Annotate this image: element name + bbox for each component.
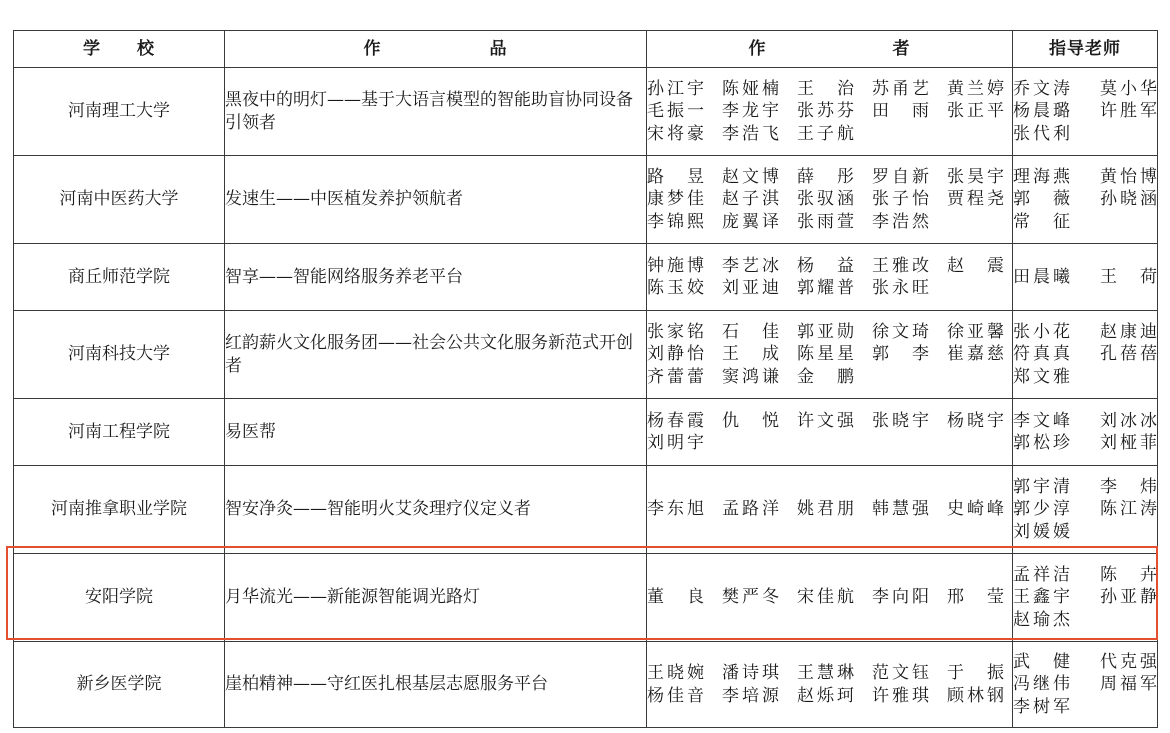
author-name: 王 治 bbox=[797, 78, 854, 99]
teachers-cell bbox=[1013, 156, 1158, 244]
author-name: 陈娅楠 bbox=[722, 78, 779, 99]
author-name: 窦鸿谦 bbox=[722, 366, 779, 387]
teacher-name: 杨晨璐 bbox=[1013, 101, 1070, 122]
school-cell: 商丘师范学院 bbox=[14, 244, 225, 311]
teacher-name: 刘冰冰 bbox=[1100, 410, 1157, 431]
author-name: 仇 悦 bbox=[722, 410, 779, 431]
author-name: 石 佳 bbox=[722, 321, 779, 342]
school-cell: 河南中医药大学 bbox=[14, 156, 225, 244]
teacher-name: 王鑫宇 bbox=[1013, 587, 1070, 608]
author-name: 潘诗琪 bbox=[722, 663, 779, 683]
author-name: 李浩飞 bbox=[722, 123, 779, 144]
work-cell: 红韵薪火文化服务团——社会公共文化服务新范式开创者 bbox=[225, 311, 647, 399]
author-name: 陈星星 bbox=[797, 344, 854, 365]
teacher-name: 李文峰 bbox=[1013, 410, 1070, 431]
author-name: 顾林钢 bbox=[947, 685, 1004, 706]
author-name: 薛 彤 bbox=[797, 166, 854, 187]
teacher-name: 符真真 bbox=[1013, 344, 1070, 365]
author-name: 齐蕾蕾 bbox=[647, 366, 704, 387]
author-name: 庞翼译 bbox=[722, 211, 779, 232]
teachers-list bbox=[1013, 410, 1157, 455]
table-row bbox=[14, 554, 1158, 642]
header-authors: 作 者 bbox=[647, 31, 1013, 68]
teachers-list bbox=[1013, 78, 1157, 146]
authors-cell bbox=[647, 642, 1013, 728]
author-name: 许文强 bbox=[797, 410, 854, 431]
teacher-name: 孔蓓蓓 bbox=[1100, 344, 1157, 365]
teacher-name: 孟祥洁 bbox=[1013, 564, 1070, 585]
teacher-name: 刘媛媛 bbox=[1013, 521, 1070, 542]
author-name: 姚君朋 bbox=[797, 499, 854, 520]
teacher-name: 常 征 bbox=[1013, 211, 1070, 232]
teachers-cell bbox=[1013, 68, 1158, 156]
authors-cell bbox=[647, 399, 1013, 466]
author-name: 张正平 bbox=[947, 101, 1004, 122]
teacher-name: 赵康迪 bbox=[1100, 321, 1157, 342]
teacher-name: 冯继伟 bbox=[1013, 674, 1070, 695]
school-cell: 河南工程学院 bbox=[14, 399, 225, 466]
author-name: 杨春霞 bbox=[647, 410, 704, 431]
author-name: 崔嘉慈 bbox=[947, 344, 1004, 365]
work-cell: 崖柏精神——守红医扎根基层志愿服务平台 bbox=[225, 642, 647, 728]
teachers-cell bbox=[1013, 642, 1158, 728]
teachers-list bbox=[1013, 476, 1157, 544]
teacher-name: 王 荷 bbox=[1100, 266, 1157, 287]
author-name: 刘明宇 bbox=[647, 433, 704, 453]
authors-list bbox=[647, 410, 1012, 455]
author-name: 张家铭 bbox=[647, 321, 704, 342]
teacher-name: 周福军 bbox=[1100, 674, 1157, 695]
work-cell: 智安净灸——智能明火艾灸理疗仪定义者 bbox=[225, 466, 647, 554]
teachers-cell bbox=[1013, 399, 1158, 466]
author-name: 杨晓宇 bbox=[947, 410, 1004, 431]
teacher-name: 理海燕 bbox=[1013, 166, 1070, 187]
work-cell: 黑夜中的明灯——基于大语言模型的智能助盲协同设备引领者 bbox=[225, 68, 647, 156]
author-name: 史崎峰 bbox=[947, 499, 1004, 520]
author-name: 罗自新 bbox=[872, 166, 929, 187]
school-cell: 新乡医学院 bbox=[14, 642, 225, 728]
teacher-name: 乔文涛 bbox=[1013, 78, 1070, 99]
school-cell: 安阳学院 bbox=[14, 554, 225, 642]
authors-list bbox=[647, 166, 1012, 234]
author-name: 李东旭 bbox=[647, 499, 704, 520]
header-work: 作 品 bbox=[225, 31, 647, 68]
author-name: 杨佳音 bbox=[647, 685, 704, 706]
table-row bbox=[14, 642, 1158, 728]
teachers-cell bbox=[1013, 244, 1158, 311]
author-name: 李艺冰 bbox=[722, 255, 779, 276]
author-name: 张子怡 bbox=[872, 189, 929, 210]
authors-list bbox=[647, 662, 1012, 707]
teachers-list bbox=[1013, 266, 1157, 289]
author-name: 张驭涵 bbox=[797, 189, 854, 210]
author-name: 徐亚馨 bbox=[947, 321, 1004, 342]
author-name: 黄兰婷 bbox=[947, 78, 1004, 99]
author-name: 李锦熙 bbox=[647, 211, 704, 232]
teacher-name: 李树军 bbox=[1013, 696, 1070, 717]
table-row bbox=[14, 311, 1158, 399]
authors-list bbox=[647, 78, 1012, 146]
work-cell: 月华流光——新能源智能调光路灯 bbox=[225, 554, 647, 642]
author-name: 康梦佳 bbox=[647, 189, 704, 210]
table-row bbox=[14, 156, 1158, 244]
table-row bbox=[14, 399, 1158, 466]
teacher-name: 刘桠菲 bbox=[1100, 433, 1157, 453]
author-name: 张晓宇 bbox=[872, 410, 929, 431]
teachers-list bbox=[1013, 651, 1157, 719]
author-name: 徐文琦 bbox=[872, 321, 929, 342]
author-name: 宋将豪 bbox=[647, 123, 704, 144]
teachers-cell bbox=[1013, 311, 1158, 399]
header-teachers: 指导老师 bbox=[1013, 31, 1158, 68]
author-name: 邢 莹 bbox=[947, 587, 1004, 608]
teacher-name: 代克强 bbox=[1100, 651, 1157, 672]
work-cell: 易医帮 bbox=[225, 399, 647, 466]
author-name: 赵烁珂 bbox=[797, 685, 854, 706]
teacher-name: 田晨曦 bbox=[1013, 266, 1070, 287]
author-name: 张苏芬 bbox=[797, 101, 854, 122]
teachers-list bbox=[1013, 321, 1157, 389]
author-name: 郭耀普 bbox=[797, 278, 854, 298]
header-row bbox=[14, 31, 1158, 68]
author-name: 郭 李 bbox=[872, 344, 929, 365]
teacher-name: 张小花 bbox=[1013, 321, 1070, 342]
author-name: 王晓婉 bbox=[647, 663, 704, 683]
teachers-cell bbox=[1013, 466, 1158, 554]
author-name: 刘静怡 bbox=[647, 344, 704, 365]
teacher-name: 郑文雅 bbox=[1013, 366, 1070, 387]
author-name: 王 成 bbox=[722, 344, 779, 365]
authors-cell bbox=[647, 156, 1013, 244]
author-name: 刘亚迪 bbox=[722, 278, 779, 298]
teachers-list bbox=[1013, 166, 1157, 234]
work-cell: 发速生——中医植发养护领航者 bbox=[225, 156, 647, 244]
author-name: 郭亚勋 bbox=[797, 321, 854, 342]
teacher-name: 武 健 bbox=[1013, 651, 1070, 672]
authors-list bbox=[647, 321, 1012, 389]
author-name: 路 昱 bbox=[647, 166, 704, 187]
authors-cell bbox=[647, 554, 1013, 642]
award-table bbox=[13, 30, 1158, 728]
author-name: 张永旺 bbox=[872, 278, 929, 298]
author-name: 孟路洋 bbox=[722, 499, 779, 520]
authors-list bbox=[647, 586, 1012, 609]
author-name: 许雅琪 bbox=[872, 685, 929, 706]
teacher-name: 郭宇清 bbox=[1013, 476, 1070, 497]
author-name: 于 振 bbox=[947, 663, 1004, 683]
teacher-name: 郭 薇 bbox=[1013, 189, 1070, 210]
teacher-name: 黄怡博 bbox=[1100, 166, 1157, 187]
authors-cell bbox=[647, 244, 1013, 311]
work-cell: 智享——智能网络服务养老平台 bbox=[225, 244, 647, 311]
school-cell: 河南推拿职业学院 bbox=[14, 466, 225, 554]
author-name: 杨 益 bbox=[797, 255, 854, 276]
author-name: 毛振一 bbox=[647, 101, 704, 122]
authors-list bbox=[647, 498, 1012, 521]
author-name: 李培源 bbox=[722, 685, 779, 706]
teacher-name: 郭松珍 bbox=[1013, 433, 1070, 453]
author-name: 王子航 bbox=[797, 123, 854, 144]
author-name: 王雅改 bbox=[872, 255, 929, 276]
author-name: 金 鹏 bbox=[797, 366, 854, 387]
author-name: 宋佳航 bbox=[797, 587, 854, 608]
author-name: 陈玉姣 bbox=[647, 278, 704, 298]
author-name: 李龙宇 bbox=[722, 101, 779, 122]
teachers-list bbox=[1013, 564, 1157, 632]
authors-cell bbox=[647, 466, 1013, 554]
author-name: 张昊宇 bbox=[947, 166, 1004, 187]
author-name: 赵文博 bbox=[722, 166, 779, 187]
school-cell: 河南理工大学 bbox=[14, 68, 225, 156]
teachers-cell bbox=[1013, 554, 1158, 642]
header-school: 学 校 bbox=[14, 31, 225, 68]
teacher-name: 赵瑜杰 bbox=[1013, 609, 1070, 630]
teacher-name: 许胜军 bbox=[1100, 101, 1157, 122]
teacher-name: 李 炜 bbox=[1100, 476, 1157, 497]
author-name: 赵子淇 bbox=[722, 189, 779, 210]
author-name: 苏甬艺 bbox=[872, 78, 929, 99]
teacher-name: 郭少淳 bbox=[1013, 499, 1070, 520]
authors-cell bbox=[647, 68, 1013, 156]
author-name: 田 雨 bbox=[872, 101, 929, 122]
school-cell: 河南科技大学 bbox=[14, 311, 225, 399]
teacher-name: 张代利 bbox=[1013, 123, 1070, 144]
teacher-name: 陈江涛 bbox=[1100, 499, 1157, 520]
author-name: 范文钰 bbox=[872, 663, 929, 683]
table-row bbox=[14, 244, 1158, 311]
author-name: 李向阳 bbox=[872, 587, 929, 608]
table-row bbox=[14, 466, 1158, 554]
teacher-name: 陈 卉 bbox=[1100, 564, 1157, 585]
table-row bbox=[14, 68, 1158, 156]
author-name: 张雨萱 bbox=[797, 211, 854, 232]
author-name: 赵 震 bbox=[947, 255, 1004, 276]
authors-list bbox=[647, 255, 1012, 300]
teacher-name: 孙亚静 bbox=[1100, 587, 1157, 608]
author-name: 钟施博 bbox=[647, 255, 704, 276]
author-name: 王慧琳 bbox=[797, 663, 854, 683]
author-name: 孙江宇 bbox=[647, 78, 704, 99]
author-name: 樊严冬 bbox=[722, 587, 779, 608]
teacher-name: 孙晓涵 bbox=[1100, 189, 1157, 210]
author-name: 贾程尧 bbox=[947, 189, 1004, 210]
author-name: 韩慧强 bbox=[872, 499, 929, 520]
author-name: 李浩然 bbox=[872, 211, 929, 232]
teacher-name: 莫小华 bbox=[1100, 78, 1157, 99]
authors-cell bbox=[647, 311, 1013, 399]
author-name: 董 良 bbox=[647, 587, 704, 608]
